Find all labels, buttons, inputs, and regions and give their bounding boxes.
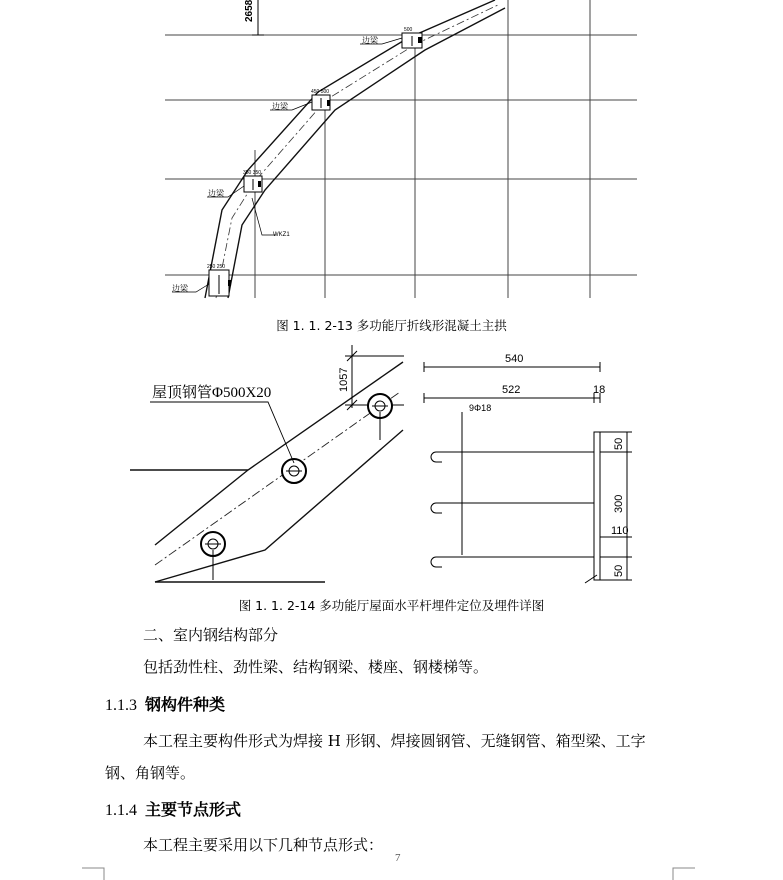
edge-beam-label-1: 边梁 — [362, 36, 378, 45]
page-corner-marks — [0, 860, 783, 880]
dim-300: 300 — [613, 494, 625, 513]
arch-inner-edge — [228, 8, 505, 298]
paragraph-includes: 包括劲性柱、劲性梁、结构钢梁、楼座、钢楼梯等。 — [143, 658, 489, 676]
rebar-label: 9Φ18 — [469, 403, 492, 413]
page-number: 7 — [395, 852, 401, 864]
heading-1-1-3 — [105, 692, 225, 715]
section-dim-4: 250 250 — [207, 264, 226, 270]
section-dim-3: 350 350 — [243, 170, 262, 176]
figure-arch-drawing — [150, 0, 650, 300]
arch-centerline — [216, 4, 500, 298]
section-dim-1: 500 — [404, 27, 413, 33]
heading-number: 1.1.4 — [105, 802, 137, 819]
dim-2658: 2658 — [244, 0, 255, 22]
paragraph-114: 本工程主要采用以下几种节点形式： — [143, 836, 384, 854]
figure-embed-drawing — [125, 340, 645, 585]
edge-beam-label-2: 边梁 — [272, 102, 288, 111]
heading-1-1-4 — [105, 797, 241, 820]
heading-number: 1.1.3 — [105, 697, 137, 714]
paragraph-113-line-1: 本工程主要构件形式为焊接 H 形钢、焊接圆钢管、无缝钢管、箱型梁、工字 — [143, 732, 646, 750]
dim-110: 110 — [611, 525, 629, 537]
arch-outer-edge — [205, 0, 495, 298]
section-dim-2: 450 500 — [311, 89, 330, 95]
slab-lower-edge — [155, 430, 403, 582]
dim-50-bottom: 50 — [613, 564, 625, 577]
section-heading-indoor-steel: 二、室内钢结构部分 — [143, 626, 279, 644]
dim-540: 540 — [505, 353, 524, 365]
dim-18: 18 — [593, 384, 606, 396]
roof-pipe-label: 屋顶钢管Φ500X20 — [152, 385, 272, 401]
dim-522: 522 — [502, 384, 521, 396]
figure-1-caption: 图 1. 1. 2-13 多功能厅折线形混凝土主拱 — [276, 318, 507, 333]
column-label-wkz1: WKZ1 — [273, 232, 290, 238]
edge-beam-label-3: 边梁 — [208, 189, 224, 198]
heading-title: 主要节点形式 — [145, 800, 242, 819]
heading-title: 钢构件种类 — [145, 695, 226, 714]
dim-50-top: 50 — [613, 437, 625, 450]
edge-beam-label-4: 边梁 — [172, 284, 188, 293]
figure-2-caption: 图 1. 1. 2-14 多功能厅屋面水平杆埋件定位及埋件详图 — [238, 598, 545, 613]
dim-1057: 1057 — [338, 367, 350, 392]
paragraph-113-line-2: 钢、角钢等。 — [105, 764, 196, 782]
